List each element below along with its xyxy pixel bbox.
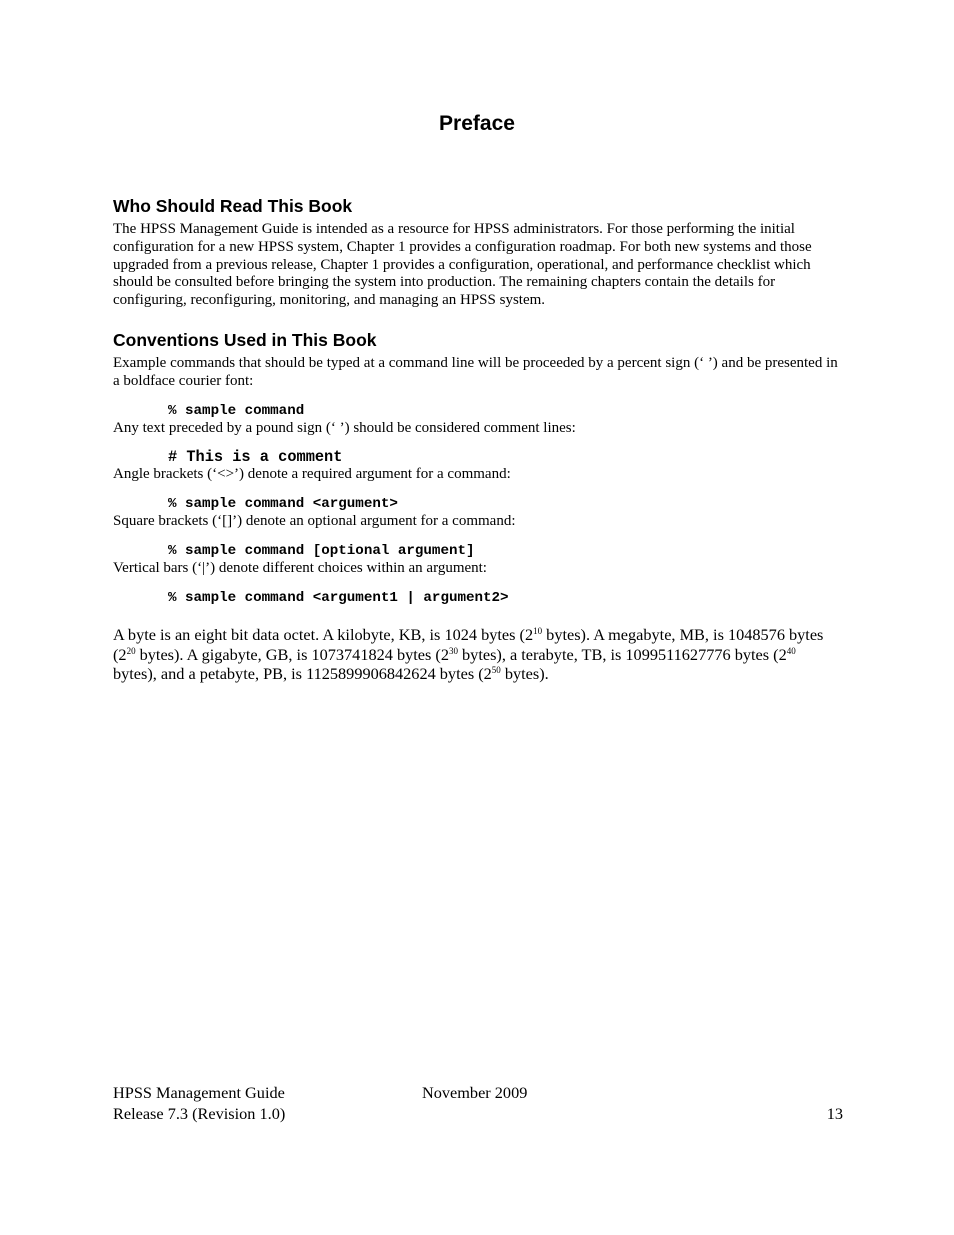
page-title: Preface <box>439 112 515 135</box>
code-example-sample-command: % sample command <box>168 402 305 419</box>
comment-description: Any text preceded by a pound sign (‘ ’) should be considered comment lines: <box>113 419 576 436</box>
exponent-50: 50 <box>491 665 501 676</box>
exponent-20: 20 <box>126 645 136 656</box>
exponent-40: 40 <box>786 645 796 656</box>
section-heading-conventions: Conventions Used in This Book <box>113 329 377 350</box>
code-example-comment: # This is a comment <box>168 448 343 467</box>
section-heading-who-should-read: Who Should Read This Book <box>113 196 353 216</box>
bytes-text-5: bytes), and a petabyte, PB, is 1125899906842624 bytes (2 <box>113 664 492 684</box>
byte-definitions-paragraph <box>113 625 843 684</box>
exponent-10: 10 <box>533 625 543 636</box>
footer-date: November 2009 <box>422 1083 528 1102</box>
footer-release: Release 7.3 (Revision 1.0) <box>113 1104 286 1123</box>
bytes-text-3: bytes). A gigabyte, GB, is 1073741824 bytes (2 <box>135 644 449 664</box>
footer-page-number: 13 <box>826 1104 843 1123</box>
bytes-text-4: bytes), a terabyte, TB, is 1099511627776 bytes (2 <box>457 644 787 664</box>
code-example-optional-argument: % sample command [optional argument] <box>168 542 475 559</box>
bytes-text-1: A byte is an eight bit data octet. A kilobyte, KB, is 1024 bytes (2 <box>113 624 534 644</box>
square-brackets-description: Square brackets (‘[]’) denote an optional argument for a command: <box>113 513 516 530</box>
conventions-intro: Example commands that should be typed at a command line will be proceeded by a percent sign (‘ ’) and be presented in a boldface courier font: <box>113 354 838 389</box>
section-body-who-should-read: The HPSS Management Guide is intended as a resource for HPSS administrators. For those performing the initial configuration for a new HPSS system, Chapter 1 provides a configuration roadmap. For both new systems and those upgraded from a previous release, Chapter 1 provides a configuration, operational, and performance checklist which should be consulted before bringing the system into production. The remaining chapters contain the details for configuring, reconfiguring, monitoring, and managing an HPSS system. <box>113 221 812 309</box>
page-content <box>113 195 843 684</box>
bytes-text-6: bytes). <box>500 664 549 684</box>
code-example-choices: % sample command <argument1 | argument2> <box>168 589 509 606</box>
page-footer <box>113 1082 843 1124</box>
angle-brackets-description: Angle brackets (‘<>’) denote a required argument for a command: <box>113 466 511 483</box>
footer-doc-title: HPSS Management Guide <box>113 1083 285 1102</box>
bytes-text-2: bytes). A megabyte, MB, is 1048576 bytes (2 <box>113 624 824 664</box>
code-example-argument: % sample command <argument> <box>168 496 398 513</box>
vertical-bars-description: Vertical bars (‘|’) denote different choices within an argument: <box>113 559 487 576</box>
exponent-30: 30 <box>448 645 458 656</box>
